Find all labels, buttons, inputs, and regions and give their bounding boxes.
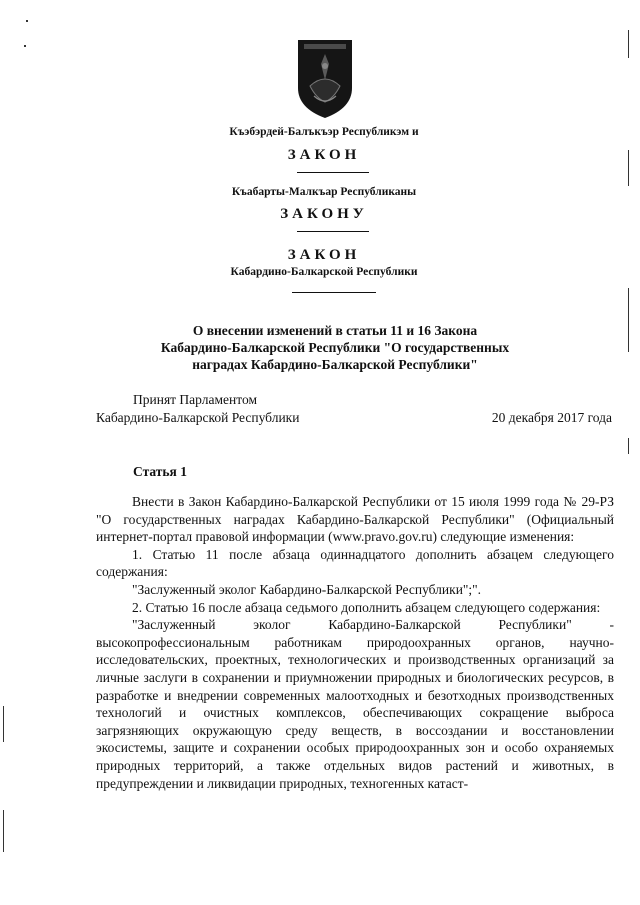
kabardian-republic-line: Къэбэрдей-Балъкъэр Республикэм и — [229, 126, 419, 138]
paragraph: "Заслуженный эколог Кабардино-Балкарской Республики";". — [132, 581, 482, 597]
adoption-date: 20 декабря 2017 года — [491, 410, 612, 425]
article-heading: Статья 1 — [133, 464, 187, 479]
paragraph: "Заслуженный эколог Кабардино-Балкарской Республики" - высокопрофессиональным работникам природоохранных органов, научно-исследовательских, проектных, технологических и производственных организаций за личные заслуги в сохранении и приумножении природных и биологических ресурсов, в разработке и внедрении современных малоотходных и безотходных производственных технологий и очистных комплексов, обеспечивающих сокращение выброса загрязняющих окружающую среду веществ, в воссоздании и восстановлении экосистемы, защите и сохранении особых природоохранных зон и особо охраняемых природных территорий, а также отдельных видов растений и животных, в предупреждении и ликвидации природных, техногенных катаст- — [96, 617, 614, 791]
scan-speck — [26, 20, 28, 22]
scan-edge-mark — [628, 30, 629, 58]
paragraph: Внести в Закон Кабардино-Балкарской Республики от 15 июля 1999 года № 29-РЗ "О государственных наградах Кабардино-Балкарской Республики" (Официальный интернет-портал правовой информации (www.pravo.gov.ru) следующие изменения: — [96, 494, 614, 545]
adopted-by-line: Принят Парламентом — [133, 392, 257, 407]
divider — [297, 172, 369, 173]
document-title — [130, 322, 540, 373]
kabardian-law-word: ЗАКОН — [287, 147, 361, 163]
balkar-law-word: ЗАКОНУ — [280, 206, 368, 222]
scan-edge-mark — [628, 150, 629, 186]
divider — [297, 231, 369, 232]
title-line: наградах Кабардино-Балкарской Республики" — [192, 357, 478, 372]
coat-of-arms-icon — [294, 36, 356, 120]
scan-edge-mark — [3, 810, 4, 852]
russian-law-word: ЗАКОН — [287, 247, 361, 263]
paragraph: 2. Статью 16 после абзаца седьмого дополнить абзацем следующего содержания: — [132, 599, 601, 615]
title-line: О внесении изменений в статьи 11 и 16 Закона — [192, 323, 478, 338]
divider — [292, 292, 376, 293]
scan-edge-mark — [3, 706, 4, 742]
russian-republic-line: Кабардино-Балкарской Республики — [230, 266, 418, 278]
article-body — [96, 493, 614, 792]
paragraph: 1. Статью 11 после абзаца одиннадцатого дополнить абзацем следующего содержания: — [96, 546, 614, 580]
scan-edge-mark — [628, 288, 629, 352]
balkar-republic-line: Къабарты-Малкъар Республиканы — [231, 186, 417, 198]
title-line: Кабардино-Балкарской Республики "О государственных — [160, 340, 510, 355]
scan-edge-mark — [628, 438, 629, 454]
adopted-by-parliament: Кабардино-Балкарской Республики — [96, 410, 300, 425]
scan-speck — [24, 45, 26, 47]
